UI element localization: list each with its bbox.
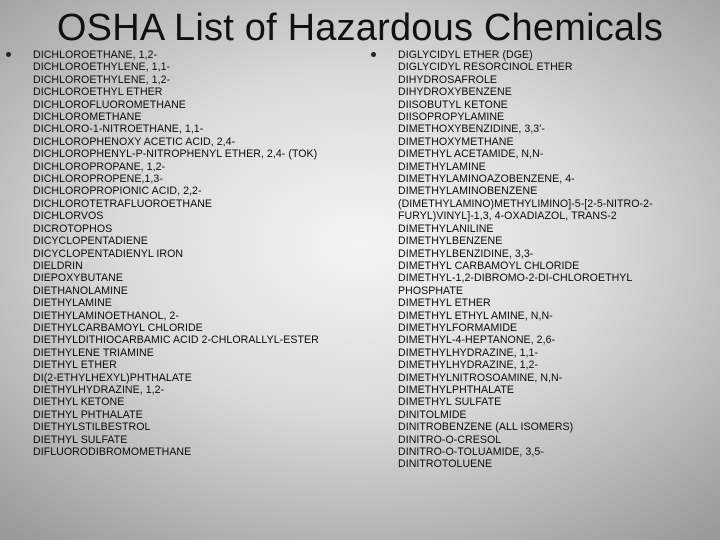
right-column [371,49,716,471]
chemical-item: DICYCLOPENTADIENE [33,235,148,248]
chemical-item: DINITROBENZENE (ALL ISOMERS) [398,421,574,434]
chemical-item: DIETHYL ETHER [33,359,117,372]
chemical-item: DICHLOROPHENYL-P-NITROPHENYL ETHER, 2,4- (TOK) [33,148,318,161]
chemical-item: DIISOBUTYL KETONE [398,98,508,111]
chemical-item: PHOSPHATE [398,284,464,297]
chemical-item: DIMETHYLAMINOBENZENE [398,185,538,198]
chemical-item: DIETHYL SULFATE [33,433,128,446]
chemical-item: DICHLORVOS [33,210,104,223]
bullet-point [6,52,11,57]
chemical-item: DICHLOROETHYLENE, 1,1- [33,61,171,74]
chemical-item: DIETHYLAMINE [33,297,112,310]
chemical-item: DIELDRIN [33,259,83,272]
chemical-item: DIHYDROSAFROLE [398,73,498,86]
chemical-item: DICROTOPHOS [33,222,113,235]
chemical-item: DIETHYLHYDRAZINE, 1,2- [33,383,165,396]
chemical-item: DINITRO-O-CRESOL [398,433,502,446]
chemical-item: DIMETHYL-1,2-DIBROMO-2-DI-CHLOROETHYL [398,272,633,285]
chemical-item: DICHLOROPROPIONIC ACID, 2,2- [33,185,202,198]
slide-title: OSHA List of Hazardous Chemicals [56,7,664,49]
chemical-item: DIETHYLSTILBESTROL [33,421,151,434]
chemical-item: DINITRO-O-TOLUAMIDE, 3,5- [398,446,544,458]
chemical-item: DICHLOROPHENOXY ACETIC ACID, 2,4- [33,135,236,148]
chemical-item: DIMETHYLFORMAMIDE [398,321,518,334]
chemical-item: DIEPOXYBUTANE [33,272,123,285]
bullet-point [371,52,376,57]
chemical-item: DI(2-ETHYLHEXYL)PHTHALATE [33,371,192,384]
chemical-item: DICHLOROTETRAFLUOROETHANE [33,197,213,210]
chemical-item: (DIMETHYLAMINO)METHYLIMINO]-5-[2-5-NITRO-2- [398,197,653,210]
chemical-item: FURYL)VINYL]-1,3, 4-OXADIAZOL, TRANS-2 [398,210,617,223]
chemical-item: DICHLOROFLUOROMETHANE [33,98,186,111]
chemical-item: DICHLOROMETHANE [33,111,142,124]
chemical-item: DIMETHYLAMINE [398,160,486,173]
chemical-item: DICHLOROPROPANE, 1,2- [33,160,166,173]
chemical-item: DIMETHYL CARBAMOYL CHLORIDE [398,259,580,272]
chemical-item: DIMETHYL-4-HEPTANONE, 2,6- [398,334,556,347]
chemical-item: DIETHANOLAMINE [33,284,128,297]
chemical-item: DIETHYLCARBAMOYL CHLORIDE [33,321,203,334]
chemical-item: DICYCLOPENTADIENYL IRON [33,247,184,260]
chemical-item: DIETHYL PHTHALATE [33,408,143,421]
chemical-item: DINITOLMIDE [398,408,467,421]
chemical-list-right [371,49,716,471]
chemical-item: DICHLOROPROPENE,1,3- [33,173,163,186]
chemical-item: DIMETHYL SULFATE [398,396,502,409]
chemical-item: DIHYDROXYBENZENE [398,86,512,99]
chemical-item: DIETHYL KETONE [33,396,125,409]
chemical-item: DICHLOROETHYLENE, 1,2- [33,73,171,86]
chemical-item: DIETHYLENE TRIAMINE [33,346,154,359]
chemical-item: DIMETHYLHYDRAZINE, 1,2- [398,359,539,372]
chemical-item: DIMETHYLNITROSOAMINE, N,N- [398,371,563,384]
chemical-item: DIMETHYL ETHER [398,297,491,310]
chemical-item: DIISOPROPYLAMINE [398,111,505,124]
chemical-item: DIGLYCIDYL ETHER (DGE) [398,49,533,61]
chemical-item: DIGLYCIDYL RESORCINOL ETHER [398,61,573,74]
chemical-item: DIMETHYL ACETAMIDE, N,N- [398,148,544,161]
chemical-item: DICHLOROETHANE, 1,2- [33,49,158,61]
chemical-item: DIMETHYLBENZIDINE, 3,3- [398,247,534,260]
chemical-item: DIMETHYL ETHYL AMINE, N,N- [398,309,553,322]
chemical-item: DIMETHYLPHTHALATE [398,383,515,396]
chemical-item: DIFLUORODIBROMOMETHANE [33,446,192,458]
chemical-item: DICHLOROETHYL ETHER [33,86,163,99]
chemical-item: DIMETHOXYBENZIDINE, 3,3'- [398,123,545,136]
chemical-item: DIMETHYLANILINE [398,222,494,235]
chemical-item: DIETHYLDITHIOCARBAMIC ACID 2-CHLORALLYL-ESTER [33,334,319,347]
chemical-item: DINITROTOLUENE [398,458,493,471]
left-column [6,49,336,458]
chemical-item: DICHLORO-1-NITROETHANE, 1,1- [33,123,204,136]
chemical-list-left [6,49,336,458]
chemical-item: DIMETHYLHYDRAZINE, 1,1- [398,346,539,359]
chemical-item: DIMETHOXYMETHANE [398,135,514,148]
chemical-item: DIMETHYLAMINOAZOBENZENE, 4- [398,173,575,186]
chemical-item: DIMETHYLBENZENE [398,235,503,248]
chemical-item: DIETHYLAMINOETHANOL, 2- [33,309,179,322]
